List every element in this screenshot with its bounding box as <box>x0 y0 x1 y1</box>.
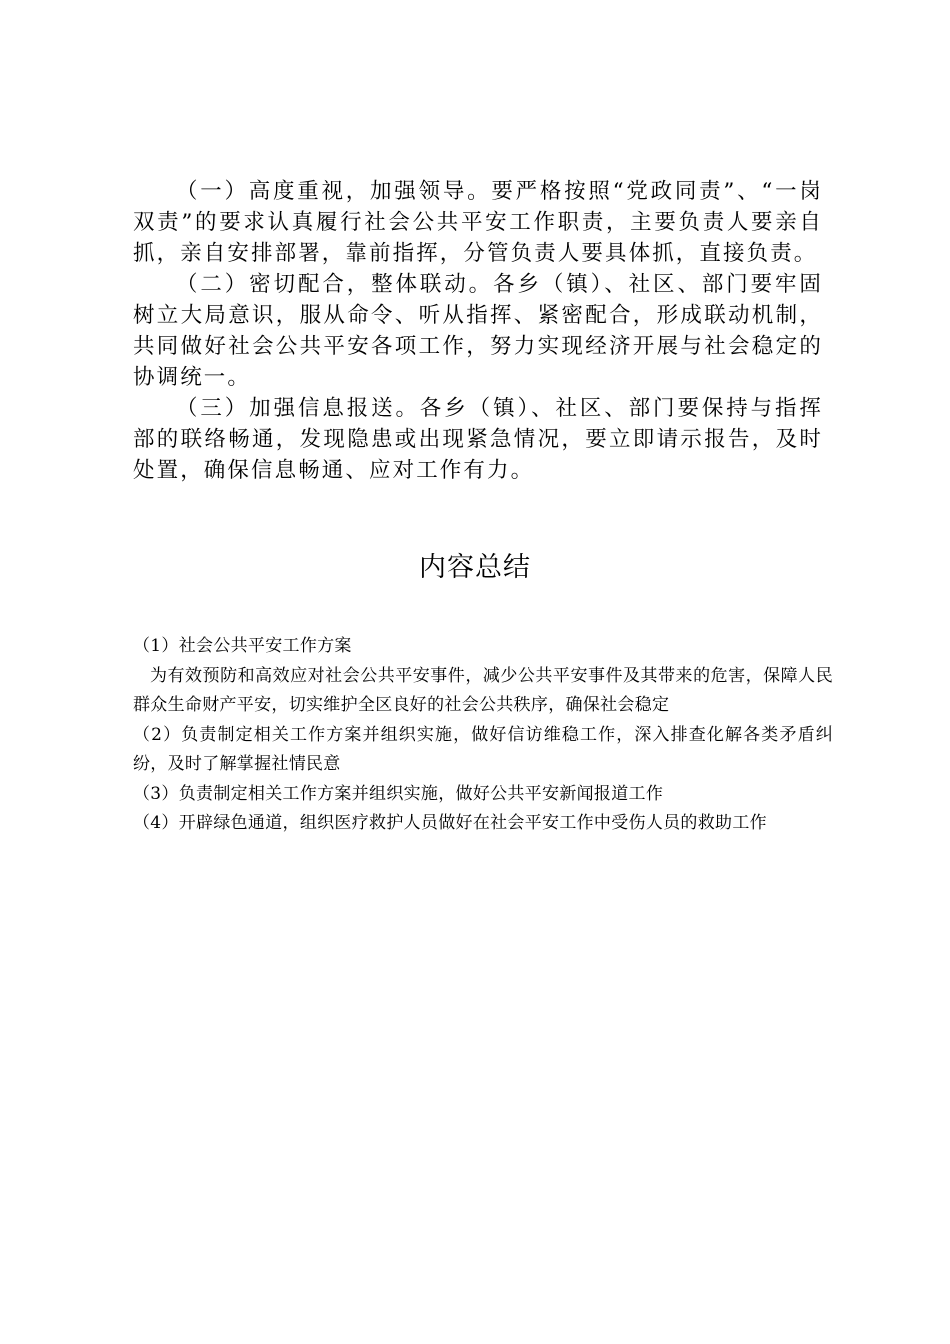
summary-title: 内容总结 <box>419 552 531 583</box>
summary-item-2: （2）负责制定相关工作方案并组织实施，做好信访维稳工作，深入排查化解各类矛盾纠纷，及时了解掌握社情民意 <box>133 724 833 774</box>
summary-section <box>133 632 833 839</box>
summary-item-3: （3）负责制定相关工作方案并组织实施，做好公共平安新闻报道工作 <box>133 783 664 804</box>
summary-item-4: （4）开辟绿色通道，组织医疗救护人员做好在社会平安工作中受伤人员的救助工作 <box>133 813 767 833</box>
summary-item-1: （1）社会公共平安工作方案 <box>133 636 352 656</box>
body-paragraph-3: （三）加强信息报送。各乡（镇）、社区、部门要保持与指挥部的联络畅通，发现隐患或出现紧急情况，要立即请示报告，及时处置，确保信息畅通、应对工作有力。 <box>133 396 823 483</box>
body-paragraph-1: （一）高度重视，加强领导。要严格按照“党政同责”、“一岗双责”的要求认真履行社会公共平安工作职责，主要负责人要亲自抓，亲自安排部署，靠前指挥，分管负责人要具体抓，直接负责。 <box>133 179 823 266</box>
body-section <box>133 176 823 486</box>
summary-item-1-detail: 为有效预防和高效应对社会公共平安事件，减少公共平安事件及其带来的危害，保障人民群众生命财产平安，切实维护全区良好的社会公共秩序，确保社会稳定 <box>133 665 833 715</box>
body-paragraph-2: （二）密切配合，整体联动。各乡（镇）、社区、部门要牢固树立大局意识，服从命令、听从指挥、紧密配合，形成联动机制，共同做好社会公共平安各项工作，努力实现经济开展与社会稳定的协调统一。 <box>133 272 823 390</box>
